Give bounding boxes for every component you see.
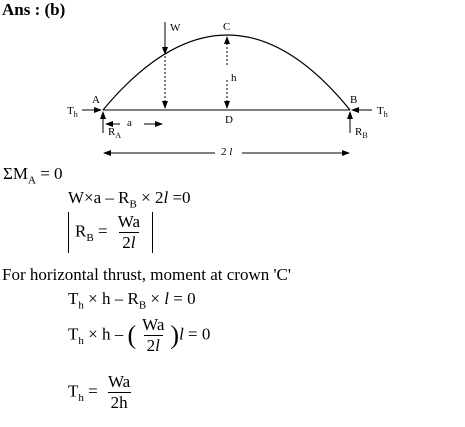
rise-h-label: h <box>231 72 237 84</box>
span-label: 2 l <box>221 146 233 158</box>
distance-a-label: a <box>127 117 132 129</box>
crown-c-label: C <box>223 21 231 33</box>
thrust-right-label: $T_h$ <box>377 105 388 120</box>
thrust-fraction: $\frac{Wa}{2h}$ <box>107 372 131 412</box>
reaction-fraction: $\frac{Wa}{2l}$ <box>117 212 141 252</box>
crown-moment-equation: $T_h \times h - R_B \times l = 0$ <box>68 289 196 312</box>
substituted-fraction: $\frac{Wa}{2l}$ <box>142 315 165 355</box>
support-b-label: B <box>350 94 358 106</box>
arch-curve <box>103 35 350 110</box>
thrust-left-label: $T_h$ <box>67 105 78 120</box>
support-a-label: A <box>92 94 100 106</box>
reaction-result: $R_B$ = $\frac{Wa}{2l}$ <box>68 212 153 253</box>
moment-equation: $\Sigma M_A = 0$ <box>3 164 63 187</box>
reaction-a-label: $R_A$ <box>108 126 122 141</box>
load-w-label: W <box>170 22 181 34</box>
thrust-result: $T_h$ = $\frac{Wa}{2h}$ <box>68 372 136 413</box>
thrust-heading: For horizontal thrust, moment at crown 'C' <box>2 265 291 284</box>
point-d-label: D <box>225 114 233 126</box>
reaction-equation: $W\times a - R_B \times 2l =0$ <box>68 188 191 211</box>
reaction-b-label: $R_B$ <box>355 126 368 141</box>
answer-label: Ans : (b) <box>2 0 66 19</box>
substituted-equation: $T_h \times h$ – ( $\frac{Wa}{2l}$ )l = 0 <box>68 315 211 355</box>
